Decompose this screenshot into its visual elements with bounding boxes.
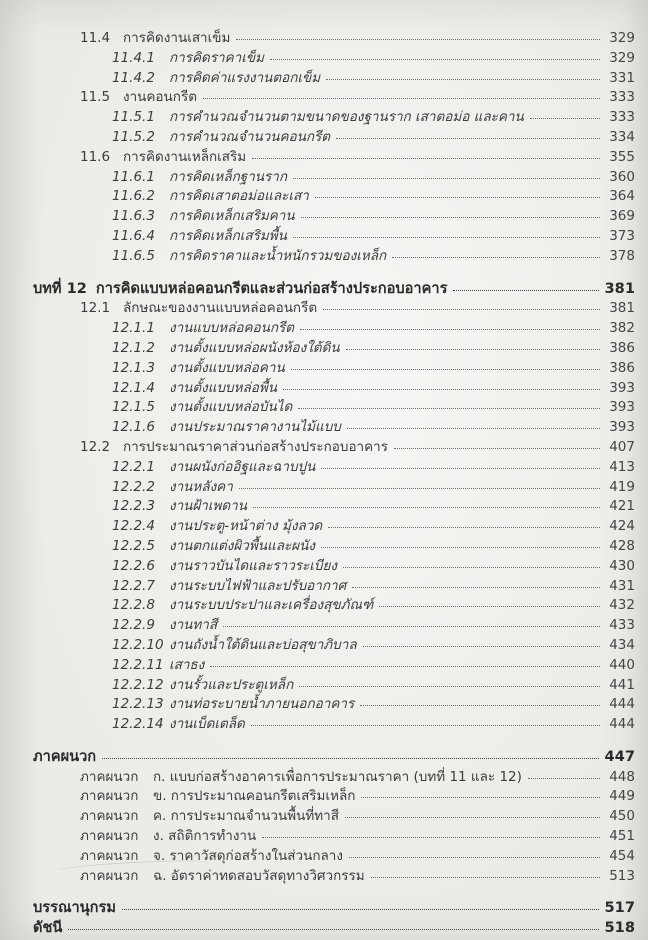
dot-leader bbox=[253, 507, 600, 508]
entry-page-number: 413 bbox=[609, 458, 635, 475]
toc-entry bbox=[0, 554, 635, 574]
entry-number: 11.5 bbox=[80, 89, 111, 106]
entry-page-number: 369 bbox=[609, 208, 635, 225]
entry-label: การประมาณราคาส่วนก่อสร้างประกอบอาคาร bbox=[123, 438, 388, 455]
toc-entry bbox=[0, 534, 635, 554]
toc-entry bbox=[0, 85, 635, 105]
entry-number: 11.6.4 bbox=[112, 227, 155, 244]
entry-label: งานผนังก่ออิฐและฉาบปูน bbox=[169, 458, 316, 475]
entry-number: 12.2.5 bbox=[112, 537, 155, 554]
entry-page-number: 381 bbox=[604, 279, 635, 297]
entry-label: งานท่อระบายน้ำภายนอกอาคาร bbox=[169, 696, 355, 713]
entry-number: 11.4.2 bbox=[112, 69, 155, 86]
entry-label: งานตั้งแบบหล่อผนังห้องใต้ดิน bbox=[169, 339, 340, 356]
entry-label: งานเบ็ดเตล็ด bbox=[169, 716, 245, 733]
entry-number: 11.6.3 bbox=[112, 208, 155, 225]
entry-page-number: 386 bbox=[609, 359, 635, 376]
toc-entry bbox=[0, 46, 635, 66]
toc-section bbox=[0, 277, 635, 732]
entry-label: งานแบบหล่อคอนกรีต bbox=[169, 320, 295, 337]
entry-label: งานราวบันไดและราวระเบียง bbox=[169, 557, 337, 574]
entry-page-number: 450 bbox=[609, 808, 635, 825]
entry-page-number: 517 bbox=[604, 899, 635, 917]
entry-label: ก. แบบก่อสร้างอาคารเพื่อการประมาณราคา (บทที่ 11 และ 12) bbox=[153, 768, 522, 785]
dot-leader bbox=[68, 929, 598, 930]
entry-page-number: 334 bbox=[609, 128, 635, 145]
entry-number: 11.6.2 bbox=[112, 188, 155, 205]
entry-number: 12.1 bbox=[80, 300, 111, 317]
dot-leader bbox=[328, 527, 600, 528]
toc-entry bbox=[0, 336, 635, 356]
dot-leader bbox=[315, 197, 600, 198]
entry-label: ลักษณะของงานแบบหล่อคอนกรีต bbox=[123, 300, 318, 317]
entry-page-number: 433 bbox=[609, 617, 635, 634]
toc-entry bbox=[0, 784, 635, 804]
dot-leader bbox=[326, 79, 600, 80]
entry-label: การคิดเหล็กฐานราก bbox=[169, 168, 288, 185]
dot-leader bbox=[300, 329, 600, 330]
toc-entry bbox=[0, 316, 635, 336]
dot-leader bbox=[346, 349, 600, 350]
entry-label: จ. ราคาวัสดุก่อสร้างในส่วนกลาง bbox=[153, 847, 343, 864]
entry-page-number: 448 bbox=[609, 768, 635, 785]
entry-page-number: 434 bbox=[609, 636, 635, 653]
dot-leader bbox=[363, 646, 600, 647]
entry-label: ค. การประมาณจำนวนพื้นที่ทาสี bbox=[153, 808, 339, 825]
entry-page-number: 378 bbox=[609, 247, 635, 264]
entry-number: 12.2.7 bbox=[112, 577, 155, 594]
entry-number: ภาคผนวก bbox=[80, 808, 139, 825]
dot-leader bbox=[321, 468, 600, 469]
dot-leader bbox=[392, 257, 600, 258]
entry-label: งานคอนกรีต bbox=[123, 89, 197, 106]
toc-entry bbox=[0, 633, 635, 653]
entry-label: การคำนวณจำนวนคอนกรีต bbox=[169, 128, 331, 145]
dot-leader bbox=[371, 877, 600, 878]
entry-label: การคิดเหล็กเสริมคาน bbox=[169, 208, 295, 225]
entry-label: งานตั้งแบบหล่อบันได bbox=[169, 399, 293, 416]
toc-section bbox=[0, 896, 635, 936]
dot-leader bbox=[347, 428, 600, 429]
entry-number: ภาคผนวก bbox=[80, 768, 139, 785]
entry-label: งานระบบไฟฟ้าและปรับอากาศ bbox=[169, 577, 347, 594]
table-of-contents bbox=[0, 26, 635, 936]
entry-page-number: 373 bbox=[609, 227, 635, 244]
entry-page-number: 441 bbox=[609, 676, 635, 693]
dot-leader bbox=[360, 705, 600, 706]
entry-number: 11.6.1 bbox=[112, 168, 155, 185]
entry-number: 12.2.14 bbox=[112, 716, 164, 733]
entry-label: ข. การประมาณคอนกรีตเสริมเหล็ก bbox=[153, 788, 356, 805]
entry-label: งานรั้วและประตูเหล็ก bbox=[169, 676, 294, 693]
dot-leader bbox=[293, 237, 600, 238]
entry-label: งานประมาณราคางานไม้แบบ bbox=[169, 419, 341, 436]
entry-page-number: 428 bbox=[609, 537, 635, 554]
dot-leader bbox=[223, 626, 600, 627]
toc-entry bbox=[0, 844, 635, 864]
dot-leader bbox=[530, 118, 600, 119]
toc-entry bbox=[0, 224, 635, 244]
entry-page-number: 449 bbox=[609, 788, 635, 805]
entry-number: 11.5.1 bbox=[112, 109, 155, 126]
toc-entry bbox=[0, 356, 635, 376]
entry-label: งานตกแต่งผิวพื้นและผนัง bbox=[169, 537, 315, 554]
dot-leader bbox=[251, 725, 600, 726]
entry-number: 12.2.9 bbox=[112, 617, 155, 634]
toc-entry bbox=[0, 824, 635, 844]
dot-leader bbox=[239, 488, 600, 489]
toc-entry bbox=[0, 105, 635, 125]
entry-number: 11.6 bbox=[80, 148, 111, 165]
entry-page-number: 381 bbox=[609, 300, 635, 317]
entry-page-number: 382 bbox=[609, 320, 635, 337]
entry-page-number: 393 bbox=[609, 379, 635, 396]
toc-entry bbox=[0, 765, 635, 785]
entry-number: 12.1.2 bbox=[112, 339, 155, 356]
entry-label: งานหลังคา bbox=[169, 478, 233, 495]
entry-number: 12.2.10 bbox=[112, 636, 164, 653]
dot-leader bbox=[293, 178, 600, 179]
entry-page-number: 333 bbox=[609, 109, 635, 126]
toc-section bbox=[0, 745, 635, 884]
dot-leader bbox=[349, 857, 600, 858]
entry-page-number: 424 bbox=[609, 518, 635, 535]
toc-entry bbox=[0, 165, 635, 185]
entry-label: ง. สถิติการทำงาน bbox=[153, 828, 257, 845]
entry-label: การคิดค่าแรงงานตอกเข็ม bbox=[169, 69, 321, 86]
entry-number: 12.2.1 bbox=[112, 458, 155, 475]
entry-label: งานระบบประปาและเครื่องสุขภัณฑ์ bbox=[169, 597, 374, 614]
toc-entry bbox=[0, 415, 635, 435]
toc-entry bbox=[0, 673, 635, 693]
dot-leader bbox=[361, 797, 600, 798]
dot-leader bbox=[336, 138, 600, 139]
entry-number: 11.4 bbox=[80, 30, 111, 46]
dot-leader bbox=[283, 389, 600, 390]
entry-label: เสาธง bbox=[169, 656, 205, 673]
entry-page-number: 432 bbox=[609, 597, 635, 614]
dot-leader bbox=[298, 408, 600, 409]
entry-page-number: 444 bbox=[609, 716, 635, 733]
entry-page-number: 329 bbox=[609, 30, 635, 46]
entry-number: 11.6.5 bbox=[112, 247, 155, 264]
toc-entry bbox=[0, 204, 635, 224]
entry-number: 12.1.3 bbox=[112, 359, 155, 376]
toc-entry bbox=[0, 145, 635, 165]
entry-page-number: 331 bbox=[609, 69, 635, 86]
entry-page-number: 393 bbox=[609, 399, 635, 416]
entry-number: ภาคผนวก bbox=[80, 788, 139, 805]
entry-number: 12.2.11 bbox=[112, 656, 164, 673]
dot-leader bbox=[301, 217, 600, 218]
entry-page-number: 421 bbox=[609, 498, 635, 515]
entry-label: การคิดราคาและน้ำหนักรวมของเหล็ก bbox=[169, 247, 387, 264]
dot-leader bbox=[323, 309, 600, 310]
dot-leader bbox=[203, 98, 600, 99]
toc-entry bbox=[0, 712, 635, 732]
toc-entry bbox=[0, 184, 635, 204]
entry-label: งานตั้งแบบหล่อพื้น bbox=[169, 379, 278, 396]
entry-page-number: 355 bbox=[609, 148, 635, 165]
entry-number: 12.2.13 bbox=[112, 696, 164, 713]
entry-number: 12.2 bbox=[80, 438, 111, 455]
toc-entry bbox=[0, 896, 635, 916]
entry-page-number: 333 bbox=[609, 89, 635, 106]
entry-page-number: 393 bbox=[609, 419, 635, 436]
toc-entry bbox=[0, 435, 635, 455]
toc-entry bbox=[0, 395, 635, 415]
toc-entry bbox=[0, 125, 635, 145]
dot-leader bbox=[291, 369, 600, 370]
entry-number: 11.4.1 bbox=[112, 49, 155, 66]
entry-page-number: 430 bbox=[609, 557, 635, 574]
toc-entry bbox=[0, 745, 635, 765]
dot-leader bbox=[379, 606, 600, 607]
entry-number: 12.2.6 bbox=[112, 557, 155, 574]
dot-leader bbox=[453, 290, 598, 291]
entry-page-number: 444 bbox=[609, 696, 635, 713]
dot-leader bbox=[270, 59, 600, 60]
entry-page-number: 386 bbox=[609, 339, 635, 356]
entry-number: 12.1.4 bbox=[112, 379, 155, 396]
toc-entry bbox=[0, 277, 635, 297]
entry-page-number: 419 bbox=[609, 478, 635, 495]
entry-page-number: 513 bbox=[609, 867, 635, 884]
entry-number: 12.2.2 bbox=[112, 478, 155, 495]
toc-entry bbox=[0, 613, 635, 633]
entry-label: การคิดงานเหล็กเสริม bbox=[123, 148, 247, 165]
entry-page-number: 329 bbox=[609, 49, 635, 66]
entry-number: 11.5.2 bbox=[112, 128, 155, 145]
dot-leader bbox=[345, 817, 600, 818]
entry-number: 12.1.6 bbox=[112, 419, 155, 436]
dot-leader bbox=[210, 666, 600, 667]
dot-leader bbox=[352, 587, 600, 588]
toc-entry bbox=[0, 804, 635, 824]
toc-entry bbox=[0, 692, 635, 712]
dot-leader bbox=[528, 778, 600, 779]
entry-number: 12.2.12 bbox=[112, 676, 164, 693]
entry-label: งานประตู-หน้าต่าง มุ้งลวด bbox=[169, 518, 323, 535]
toc-entry bbox=[0, 455, 635, 475]
entry-page-number: 440 bbox=[609, 656, 635, 673]
dot-leader bbox=[343, 567, 600, 568]
toc-entry bbox=[0, 653, 635, 673]
toc-entry bbox=[0, 26, 635, 46]
entry-number: 12.2.3 bbox=[112, 498, 155, 515]
toc-entry bbox=[0, 514, 635, 534]
dot-leader bbox=[252, 158, 600, 159]
dot-leader bbox=[102, 758, 598, 759]
entry-label: งานทาสี bbox=[169, 617, 218, 634]
entry-number: ภาคผนวก bbox=[80, 828, 139, 845]
toc-entry bbox=[0, 475, 635, 495]
toc-entry bbox=[0, 494, 635, 514]
entry-number: 12.2.4 bbox=[112, 518, 155, 535]
entry-number: 12.2.8 bbox=[112, 597, 155, 614]
dot-leader bbox=[394, 448, 600, 449]
entry-page-number: 451 bbox=[609, 828, 635, 845]
toc-entry bbox=[0, 593, 635, 613]
dot-leader bbox=[299, 686, 600, 687]
entry-label: การคิดแบบหล่อคอนกรีตและส่วนก่อสร้างประกอบอาคาร bbox=[95, 279, 448, 297]
entry-number: ภาคผนวก bbox=[80, 867, 139, 884]
toc-entry bbox=[0, 574, 635, 594]
entry-page-number: 360 bbox=[609, 168, 635, 185]
entry-page-number: 431 bbox=[609, 577, 635, 594]
entry-page-number: 364 bbox=[609, 188, 635, 205]
dot-leader bbox=[236, 39, 600, 40]
entry-label: งานถังน้ำใต้ดินและบ่อสุขาภิบาล bbox=[169, 636, 357, 653]
entry-label: การคิดเหล็กเสริมพื้น bbox=[169, 227, 287, 244]
toc-entry bbox=[0, 244, 635, 264]
entry-label: การคิดงานเสาเข็ม bbox=[123, 30, 231, 46]
dot-leader bbox=[262, 837, 600, 838]
entry-label: ดัชนี bbox=[33, 919, 63, 937]
entry-label: งานตั้งแบบหล่อคาน bbox=[169, 359, 285, 376]
entry-label: ภาคผนวก bbox=[33, 747, 97, 765]
dot-leader bbox=[321, 547, 600, 548]
dot-leader bbox=[122, 909, 599, 910]
entry-number: 12.1.5 bbox=[112, 399, 155, 416]
toc-entry bbox=[0, 376, 635, 396]
entry-label: ฉ. อัตราค่าทดสอบวัสดุทางวิศวกรรม bbox=[153, 867, 365, 884]
entry-page-number: 518 bbox=[604, 919, 635, 937]
entry-page-number: 407 bbox=[609, 438, 635, 455]
entry-page-number: 454 bbox=[609, 847, 635, 864]
entry-number: ภาคผนวก bbox=[80, 847, 139, 864]
entry-label: งานฝ้าเพดาน bbox=[169, 498, 247, 515]
entry-label: การคำนวณจำนวนตามขนาดของฐานราก เสาตอม่อ และคาน bbox=[169, 109, 524, 126]
entry-label: บรรณานุกรม bbox=[33, 899, 116, 917]
toc-entry bbox=[0, 66, 635, 86]
toc-section bbox=[0, 26, 635, 264]
entry-page-number: 447 bbox=[604, 747, 635, 765]
entry-number: บทที่ 12 bbox=[33, 279, 87, 297]
entry-label: การคิดเสาตอม่อและเสา bbox=[169, 188, 309, 205]
entry-label: การคิดราคาเข็ม bbox=[169, 49, 264, 66]
entry-number: 12.1.1 bbox=[112, 320, 155, 337]
